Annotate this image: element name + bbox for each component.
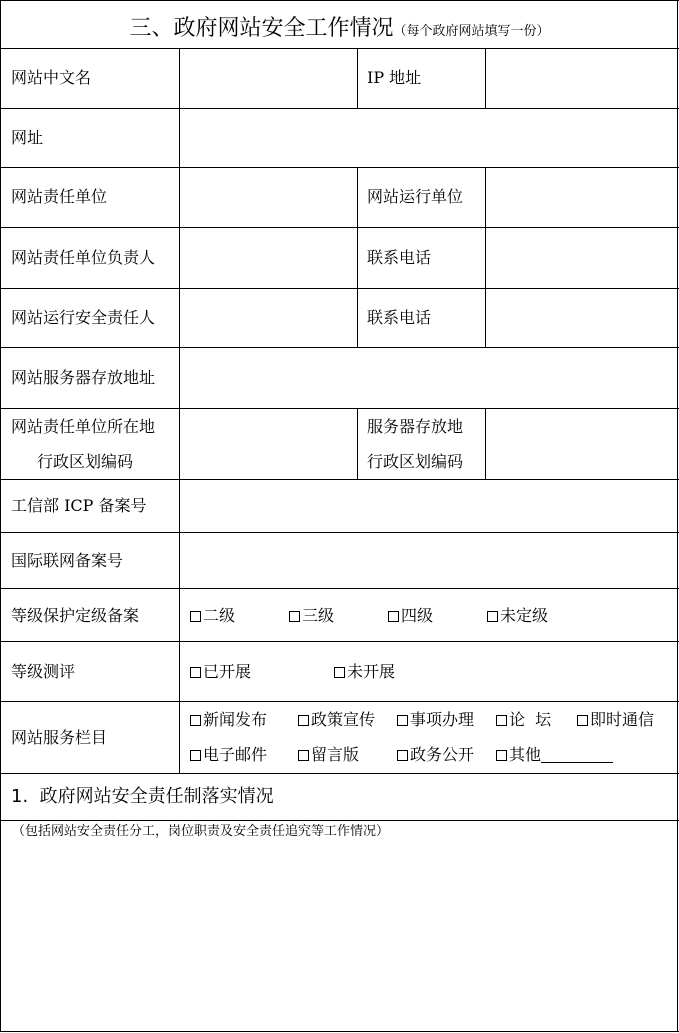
- form-title: [0, 11, 679, 42]
- rule: [179, 48, 180, 773]
- checkbox-icon[interactable]: [397, 715, 408, 726]
- ip-label: IP 地址: [367, 68, 422, 87]
- icp-label: 工信部 ICP 备案号: [11, 496, 147, 515]
- columns-option[interactable]: 事项办理: [397, 710, 474, 730]
- checkbox-icon[interactable]: [298, 715, 309, 726]
- rule: [0, 288, 679, 289]
- checkbox-icon[interactable]: [397, 750, 408, 761]
- grading-option[interactable]: 四级: [388, 606, 433, 626]
- phone-label-1: 联系电话: [367, 248, 432, 267]
- resp-unit-label: 网站责任单位: [11, 187, 108, 206]
- evaluation-label: 等级测评: [11, 662, 76, 681]
- rule: [0, 167, 679, 168]
- columns-label: 网站服务栏目: [11, 728, 108, 747]
- grading-label: 等级保护定级备案: [11, 606, 140, 625]
- rule: [0, 641, 679, 642]
- title-main: 三、政府网站安全工作情况: [129, 16, 394, 41]
- rule: [0, 227, 679, 228]
- rule: [357, 408, 358, 479]
- evaluation-option[interactable]: 已开展: [190, 662, 251, 682]
- server-region-label-l1: 服务器存放地: [367, 417, 464, 436]
- columns-option[interactable]: 电子邮件: [190, 745, 267, 765]
- other-fill-line[interactable]: [541, 746, 613, 763]
- rule: [0, 820, 679, 821]
- checkbox-icon[interactable]: [496, 715, 507, 726]
- rule: [485, 48, 486, 108]
- columns-option[interactable]: 留言版: [298, 745, 359, 765]
- phone-label-2: 联系电话: [367, 308, 432, 327]
- evaluation-option[interactable]: 未开展: [334, 662, 395, 682]
- grading-option[interactable]: 未定级: [487, 606, 548, 626]
- rule: [485, 167, 486, 348]
- region-code-label-l2: 行政区划编码: [37, 452, 134, 471]
- checkbox-icon[interactable]: [298, 750, 309, 761]
- site-name-label: 网站中文名: [11, 68, 92, 87]
- grading-option[interactable]: 三级: [289, 606, 334, 626]
- grading-option[interactable]: 二级: [190, 606, 235, 626]
- rule: [0, 108, 679, 109]
- checkbox-icon[interactable]: [388, 611, 399, 622]
- checkbox-icon[interactable]: [190, 667, 201, 678]
- region-code-label-l1: 网站责任单位所在地: [11, 417, 156, 436]
- checkbox-icon[interactable]: [496, 750, 507, 761]
- rule: [0, 773, 679, 774]
- rule: [0, 701, 679, 702]
- checkbox-icon[interactable]: [190, 611, 201, 622]
- resp-head-label: 网站责任单位负责人: [11, 248, 156, 267]
- columns-option[interactable]: 政策宣传: [298, 710, 375, 730]
- checkbox-icon[interactable]: [487, 611, 498, 622]
- columns-option[interactable]: 政务公开: [397, 745, 474, 765]
- rule: [357, 48, 358, 108]
- server-region-label-l2: 行政区划编码: [367, 452, 464, 471]
- section-title: 1. 政府网站安全责任制落实情况: [11, 786, 274, 807]
- rule: [0, 1031, 679, 1032]
- op-unit-label: 网站运行单位: [367, 187, 464, 206]
- checkbox-icon[interactable]: [334, 667, 345, 678]
- url-label: 网址: [11, 128, 44, 147]
- checkbox-icon[interactable]: [190, 750, 201, 761]
- checkbox-icon[interactable]: [190, 715, 201, 726]
- rule: [0, 347, 679, 348]
- server-addr-label: 网站服务器存放地址: [11, 368, 156, 387]
- op-security-label: 网站运行安全责任人: [11, 308, 156, 327]
- rule: [0, 48, 679, 49]
- rule: [0, 479, 679, 480]
- section-note: （包括网站安全责任分工，岗位职责及安全责任追究等工作情况）: [12, 824, 390, 839]
- columns-option[interactable]: 即时通信: [577, 710, 654, 730]
- checkbox-icon[interactable]: [577, 715, 588, 726]
- columns-option[interactable]: 论 坛: [496, 710, 551, 730]
- rule: [357, 167, 358, 348]
- rule: [0, 532, 679, 533]
- rule: [677, 0, 678, 1032]
- columns-option-other[interactable]: 其他: [496, 745, 613, 765]
- rule: [0, 588, 679, 589]
- rule: [0, 408, 679, 409]
- checkbox-icon[interactable]: [289, 611, 300, 622]
- rule: [0, 0, 1, 1032]
- columns-option[interactable]: 新闻发布: [190, 710, 267, 730]
- intl-label: 国际联网备案号: [11, 551, 124, 570]
- title-note: （每个政府网站填写一份）: [393, 24, 550, 39]
- rule: [485, 408, 486, 479]
- rule: [0, 0, 679, 1]
